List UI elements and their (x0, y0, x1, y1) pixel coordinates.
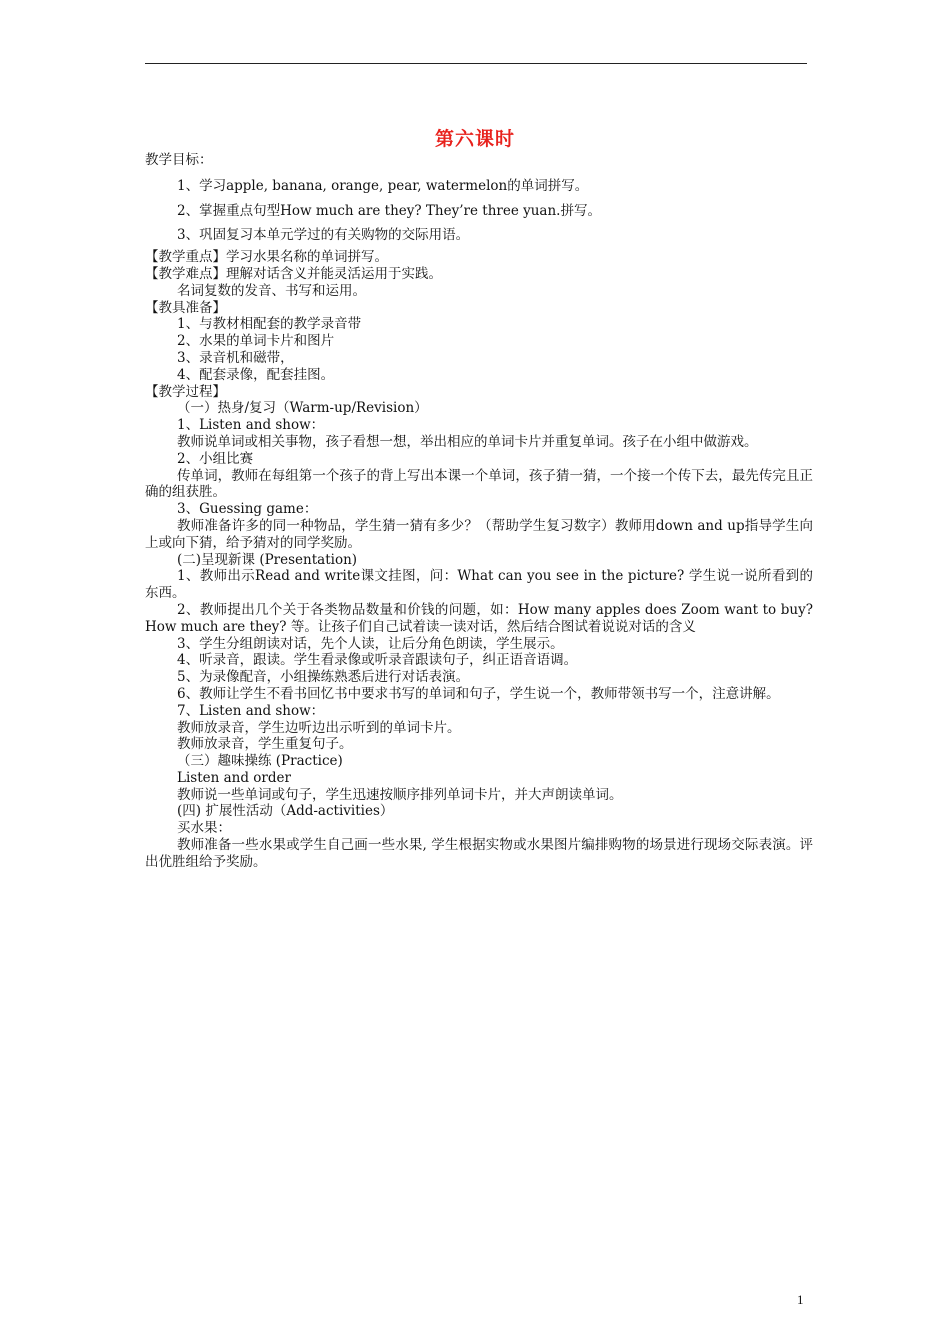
warmup-step-title: 1、Listen and show： (177, 417, 325, 434)
objective-item: 2、掌握重点句型How much are they? They’re three yuan.拼写。 (177, 202, 601, 219)
warmup-step-text: 教师准备许多的同一种物品，学生猜一猜有多少？（帮助学生复习数字）教师用down and up指导学生向上或向下猜，给予猜对的同学奖励。 (145, 517, 813, 551)
page-title: 第六课时 (434, 128, 515, 150)
materials-label: 【教具准备】 (145, 299, 226, 316)
extension-text: 教师准备一些水果或学生自己画一些水果, 学生根据实物或水果图片编排购物的场景进行现场交际表演。评出优胜组给予奖励。 (145, 837, 813, 870)
material-item: 1、与教材相配套的教学录音带 (177, 316, 362, 333)
extension-heading: (四) 扩展性活动（Add-activities） (177, 803, 394, 820)
practice-text: 教师说一些单词或句子，学生迅速按顺序排列单词卡片，并大声朗读单词。 (177, 786, 623, 803)
objective-item: 3、巩固复习本单元学过的有关购物的交际用语。 (177, 227, 470, 244)
material-item: 4、配套录像，配套挂图。 (177, 366, 335, 383)
difficulties-note: 名词复数的发音、书写和运用。 (177, 282, 366, 299)
warmup-step-title: 2、小组比赛 (177, 450, 254, 467)
presentation-step-title: 7、Listen and show： (177, 702, 325, 719)
key-points: 【教学重点】学习水果名称的单词拼写。 (145, 249, 388, 266)
extension-title: 买水果： (177, 820, 231, 837)
difficulties: 【教学难点】理解对话含义并能灵活运用于实践。 (145, 265, 442, 282)
presentation-step: 1、教师出示Read and write课文挂图，问：What can you see in the picture? 学生说一说所看到的东西。 (145, 568, 813, 602)
presentation-step: 3、学生分组朗读对话，先个人读，让后分角色朗读，学生展示。 (177, 635, 564, 652)
document-body (145, 152, 813, 871)
presentation-step: 2、教师提出几个关于各类物品数量和价钱的问题，如：How many apples does Zoom want to buy? How much are they? 等。让孩子们自己试着读一读对话，然后结合图试着说说对话的含义 (145, 601, 813, 635)
process-label: 【教学过程】 (145, 383, 226, 400)
presentation-step: 6、教师让学生不看书回忆书中要求书写的单词和句子，学生说一个，教师带领书写一个，注意讲解。 (177, 685, 780, 702)
presentation-step-text: 教师放录音，学生边听边出示听到的单词卡片。 (177, 719, 461, 736)
warmup-step-title: 3、Guessing game： (177, 501, 318, 518)
warmup-heading: （一）热身/复习（Warm-up/Revision） (177, 400, 428, 417)
objectives-label: 教学目标： (145, 152, 213, 168)
warmup-step-text: 教师说单词或相关事物，孩子看想一想，举出相应的单词卡片并重复单词。孩子在小组中做游戏。 (177, 433, 758, 450)
presentation-step: 4、听录音，跟读。学生看录像或听录音跟读句子，纠正语音语调。 (177, 652, 578, 669)
presentation-heading: (二)呈现新课 (Presentation) (177, 551, 358, 568)
material-item: 3、录音机和磁带， (177, 349, 294, 366)
warmup-step-text: 传单词，教师在每组第一个孩子的背上写出本课一个单词，孩子猜一猜，一个接一个传下去，最先传完且正确的组获胜。 (145, 467, 813, 501)
practice-heading: （三）趣味操练 (Practice) (177, 753, 343, 770)
presentation-step-text: 教师放录音，学生重复句子。 (177, 736, 353, 753)
presentation-step: 5、为录像配音，小组操练熟悉后进行对话表演。 (177, 669, 470, 686)
material-item: 2、水果的单词卡片和图片 (177, 333, 335, 350)
practice-title: Listen and order (177, 769, 291, 786)
page-number: 1 (797, 1292, 804, 1307)
header-rule (145, 63, 807, 64)
objective-item: 1、学习apple, banana, orange, pear, watermelon的单词拼写。 (177, 177, 589, 194)
